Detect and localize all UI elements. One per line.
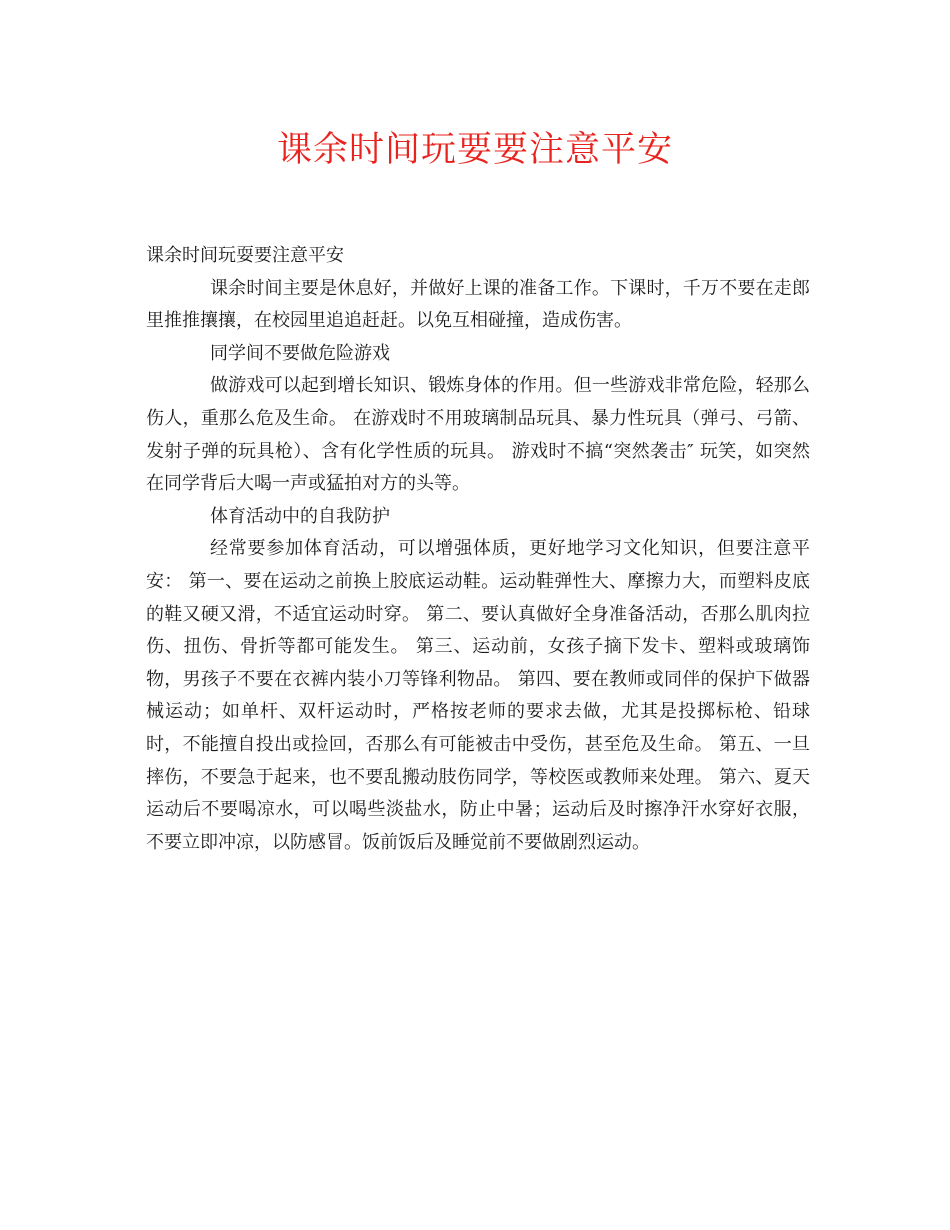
body-paragraph: 经常要参加体育活动，可以增强体质，更好地学习文化知识，但要注意平安： 第一、要在运动之前换上胶底运动鞋。运动鞋弹性大、摩擦力大，而塑料皮底的鞋又硬又滑，不适宜运动时穿。 第二、要认真做好全身准备活动，否那么肌肉拉伤、扭伤、骨折等都可能发生。 第三、运动前，女孩子摘下发卡、塑料或玻璃饰物，男孩子不要在衣裤内装小刀等锋利物品。 第四、要在教师或同伴的保护下做器械运动；如单杆、双杆运动时，严格按老师的要求去做，尤其是投掷标枪、铅球时，不能擅自投出或捡回，否那么有可能被击中受伤，甚至危及生命。 第五、一旦摔伤，不要急于起来，也不要乱搬动肢伤同学，等校医或教师来处理。 第六、夏天运动后不要喝凉水，可以喝些淡盐水，防止中暑；运动后及时擦净汗水穿好衣服，不要立即冲凉，以防感冒。饭前饭后及睡觉前不要做剧烈运动。 <box>146 538 810 853</box>
body-paragraph: 课余时间主要是休息好，并做好上课的准备工作。下课时，千万不要在走郎里推推攘攘，在校园里追追赶赶。以免互相碰撞，造成伤害。 <box>146 277 810 332</box>
document-body <box>146 240 810 859</box>
subtitle-paragraph: 课余时间玩耍要注意平安 <box>146 245 344 266</box>
body-paragraph: 做游戏可以起到增长知识、锻炼身体的作用。但一些游戏非常危险，轻那么伤人，重那么危及生命。 在游戏时不用玻璃制品玩具、暴力性玩具（弹弓、弓箭、发射子弹的玩具枪）、含有化学性质的玩具。 游戏时不搞“突然袭击″ 玩笑，如突然在同学背后大喝一声或猛拍对方的头等。 <box>146 375 810 495</box>
section-heading-dangerous-games: 同学间不要做危险游戏 <box>210 342 390 364</box>
section-heading-sports-protection: 体育活动中的自我防护 <box>210 505 390 527</box>
document-title: 课余时间玩要要注意平安 <box>276 130 673 170</box>
